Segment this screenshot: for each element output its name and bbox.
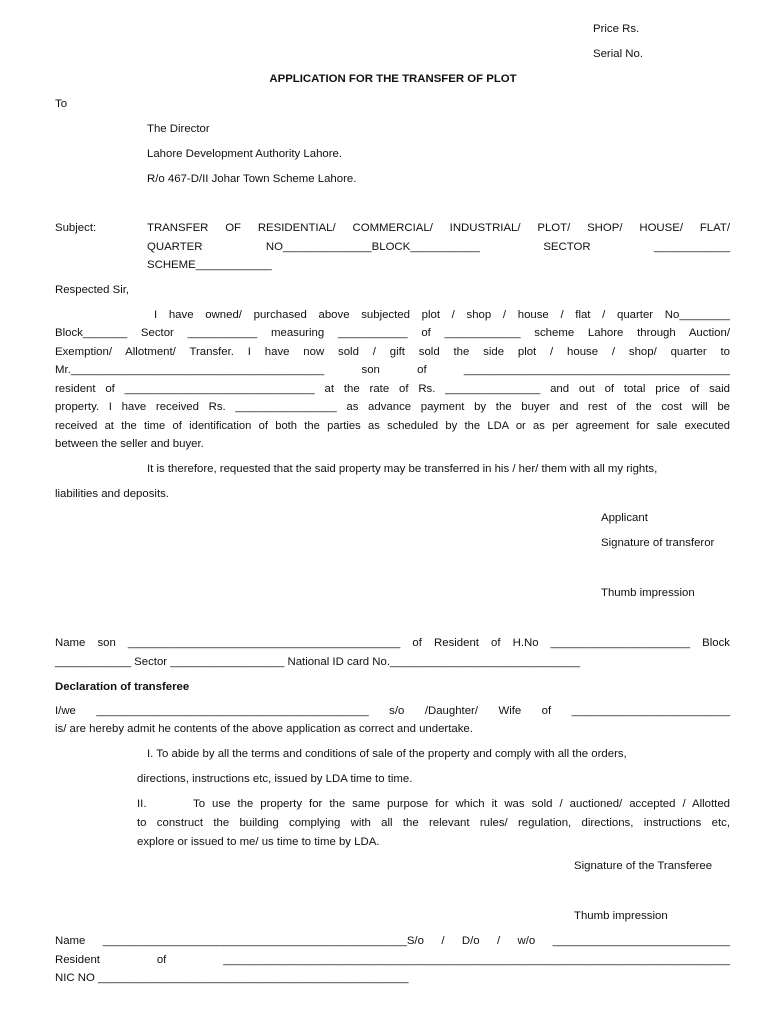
subject-line-1: TRANSFER OF RESIDENTIAL/ COMMERCIAL/ INDUSTRIAL/ PLOT/ SHOP/ HOUSE/ FLAT/: [147, 222, 730, 234]
subject-label: Subject:: [55, 222, 97, 234]
transferor-thumb-impression-label: Thumb impression: [601, 587, 695, 599]
salutation: Respected Sir,: [55, 284, 130, 296]
transferor-signature-label: Signature of transferor: [601, 537, 715, 549]
transferor-details-line-2: ____________ Sector __________________ National ID card No.______________________________: [55, 656, 581, 668]
undertaking-item-2-line-1: To use the property for the same purpose for which it was sold / auctioned/ accepted / Allotted: [193, 798, 730, 810]
undertaking-item-1-line-1: I. To abide by all the terms and conditions of sale of the property and comply with all the orders,: [147, 748, 627, 760]
address-to: To: [55, 98, 68, 110]
subject-line-2: QUARTER NO______________BLOCK___________ SECTOR ____________: [147, 241, 730, 253]
footer-name-field: Name ________________________________________________S/o / D/o / w/o ____________________________: [55, 935, 730, 947]
undertaking-item-2-number: II.: [137, 798, 147, 810]
address-line-2: Lahore Development Authority Lahore.: [147, 148, 343, 160]
subject-line-3: SCHEME____________: [147, 259, 272, 271]
document-title: APPLICATION FOR THE TRANSFER OF PLOT: [269, 73, 517, 85]
body-line-7: received at the time of identification of both the parties as scheduled by the LDA or as per agreement for sale executed: [55, 420, 730, 432]
declaration-line-2: is/ are hereby admit he contents of the above application as correct and undertake.: [55, 723, 473, 735]
body-line-3: Exemption/ Allotment/ Transfer. I have now sold / gift sold the side plot / house / shop/ quarter to: [55, 346, 730, 358]
body-line-2: Block_______ Sector ___________ measuring ___________ of ____________ scheme Lahore through Auction/: [55, 327, 730, 339]
undertaking-item-2-line-3: explore or issued to me/ us time to time by LDA.: [137, 836, 380, 848]
body-line-6: property. I have received Rs. ________________ as advance payment by the buyer and rest of the cost will be: [55, 401, 730, 413]
serial-number-label: Serial No.: [593, 48, 644, 60]
request-line-1: It is therefore, requested that the said property may be transferred in his / her/ them with all my rights,: [147, 463, 658, 475]
transferor-details-line-1: Name son ___________________________________________ of Resident of H.No ______________________ Block: [55, 637, 730, 649]
footer-resident-field: Resident of ________________________________________________________________________________: [55, 954, 730, 966]
declaration-line-1: I/we ___________________________________________ s/o /Daughter/ Wife of _________________________: [55, 705, 730, 717]
applicant-label: Applicant: [601, 512, 648, 524]
address-line-3: R/o 467-D/II Johar Town Scheme Lahore.: [147, 173, 357, 185]
body-line-4: Mr.________________________________________ son of __________________________________________: [55, 364, 730, 376]
declaration-heading: Declaration of transferee: [55, 681, 190, 693]
undertaking-item-1-line-2: directions, instructions etc, issued by LDA time to time.: [137, 773, 413, 785]
price-label: Price Rs.: [593, 23, 640, 35]
transferee-thumb-impression-label: Thumb impression: [574, 910, 668, 922]
request-line-2: liabilities and deposits.: [55, 488, 169, 500]
footer-nic-field: NIC NO _________________________________________________: [55, 972, 409, 984]
body-line-1: I have owned/ purchased above subjected plot / shop / house / flat / quarter No________: [154, 309, 730, 321]
transferee-signature-label: Signature of the Transferee: [574, 860, 713, 872]
body-line-5: resident of ______________________________ at the rate of Rs. _______________ and out of total price of said: [55, 383, 730, 395]
address-line-1: The Director: [147, 123, 210, 135]
body-line-8: between the seller and buyer.: [55, 438, 204, 450]
undertaking-item-2-line-2: to construct the building complying with all the relevant rules/ regulation, directions, instructions etc,: [137, 817, 730, 829]
